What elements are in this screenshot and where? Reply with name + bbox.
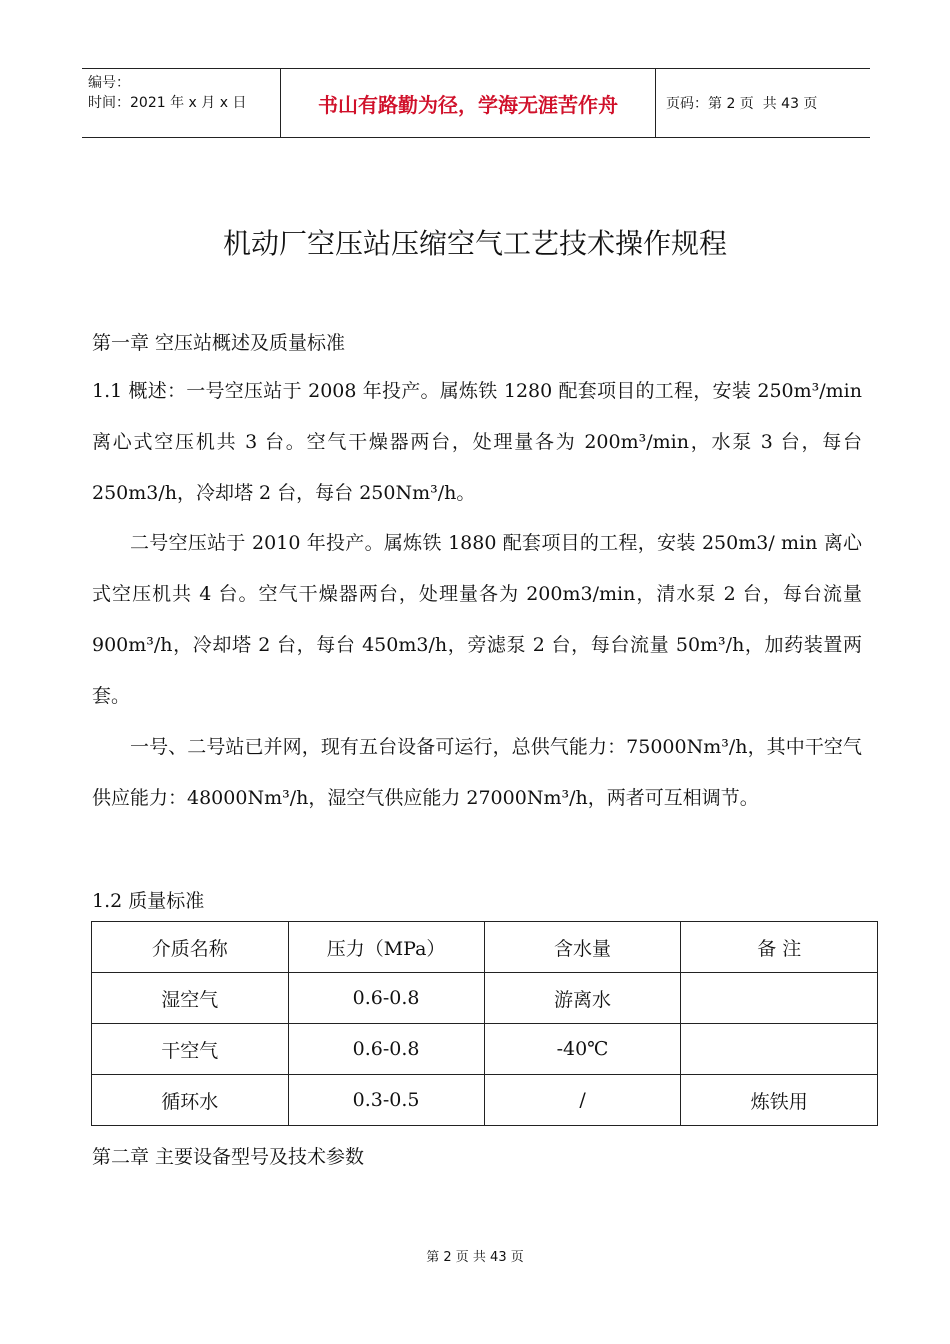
table-cell	[681, 973, 878, 1024]
page-footer: 第 2 页 共 43 页	[426, 1250, 524, 1265]
code-label: 编号：	[88, 75, 130, 91]
table-cell: 0.3-0.5	[288, 1075, 484, 1126]
table-cell: 0.6-0.8	[288, 1024, 484, 1075]
document-header	[82, 68, 870, 138]
time-label: 时间：2021 年 x 月 x 日	[88, 95, 247, 111]
chapter-1-heading: 第一章 空压站概述及质量标准	[92, 332, 346, 354]
table-cell: 干空气	[92, 1024, 289, 1075]
table-cell: 循环水	[92, 1075, 289, 1126]
paragraph-combined-network: 一号、二号站已并网，现有五台设备可运行，总供气能力：75000Nm³/h，其中干空气供应能力：48000Nm³/h，湿空气供应能力 27000Nm³/h，两者可互相调节。	[92, 736, 862, 809]
table-row	[92, 973, 878, 1024]
document-title: 机动厂空压站压缩空气工艺技术操作规程	[222, 227, 727, 260]
section-1-1-paragraph: 1.1 概述：一号空压站于 2008 年投产。属炼铁 1280 配套项目的工程，安装 250m³/min 离心式空压机共 3 台。空气干燥器两台，处理量各为 200m³/min，水泵 3 台，每台 250m3/h，冷却塔 2 台，每台 250Nm³/h。	[92, 380, 862, 504]
table-cell: /	[484, 1075, 681, 1126]
table-cell: 0.6-0.8	[288, 973, 484, 1024]
chapter-2-heading: 第二章 主要设备型号及技术参数	[92, 1146, 365, 1168]
table-header-cell: 压力（MPa）	[288, 922, 484, 973]
table-row	[92, 1075, 878, 1126]
quality-standard-table	[91, 921, 878, 1126]
table-cell: 游离水	[484, 973, 681, 1024]
table-cell: 炼铁用	[681, 1075, 878, 1126]
table-header-cell: 含水量	[484, 922, 681, 973]
table-header-row	[92, 922, 878, 973]
section-1-2-heading: 1.2 质量标准	[92, 890, 205, 912]
table-header-cell: 介质名称	[92, 922, 289, 973]
table-cell	[681, 1024, 878, 1075]
table-cell: 湿空气	[92, 973, 289, 1024]
header-motto: 书山有路勤为径，学海无涯苦作舟	[281, 69, 656, 137]
table-header-cell: 备 注	[681, 922, 878, 973]
paragraph-station-2: 二号空压站于 2010 年投产。属炼铁 1880 配套项目的工程，安装 250m3/ min 离心式空压机共 4 台。空气干燥器两台，处理量各为 200m3/min，清水泵 2 台，每台流量 900m³/h，冷却塔 2 台，每台 450m3/h，旁滤泵 2 台，每台流量 50m³/h，加药装置两套。	[92, 532, 862, 707]
header-page-info	[656, 69, 870, 137]
page-info-text: 页码：第 2 页 共 43 页	[666, 96, 818, 112]
header-meta	[82, 69, 281, 137]
table-cell: -40℃	[484, 1024, 681, 1075]
table-row	[92, 1024, 878, 1075]
